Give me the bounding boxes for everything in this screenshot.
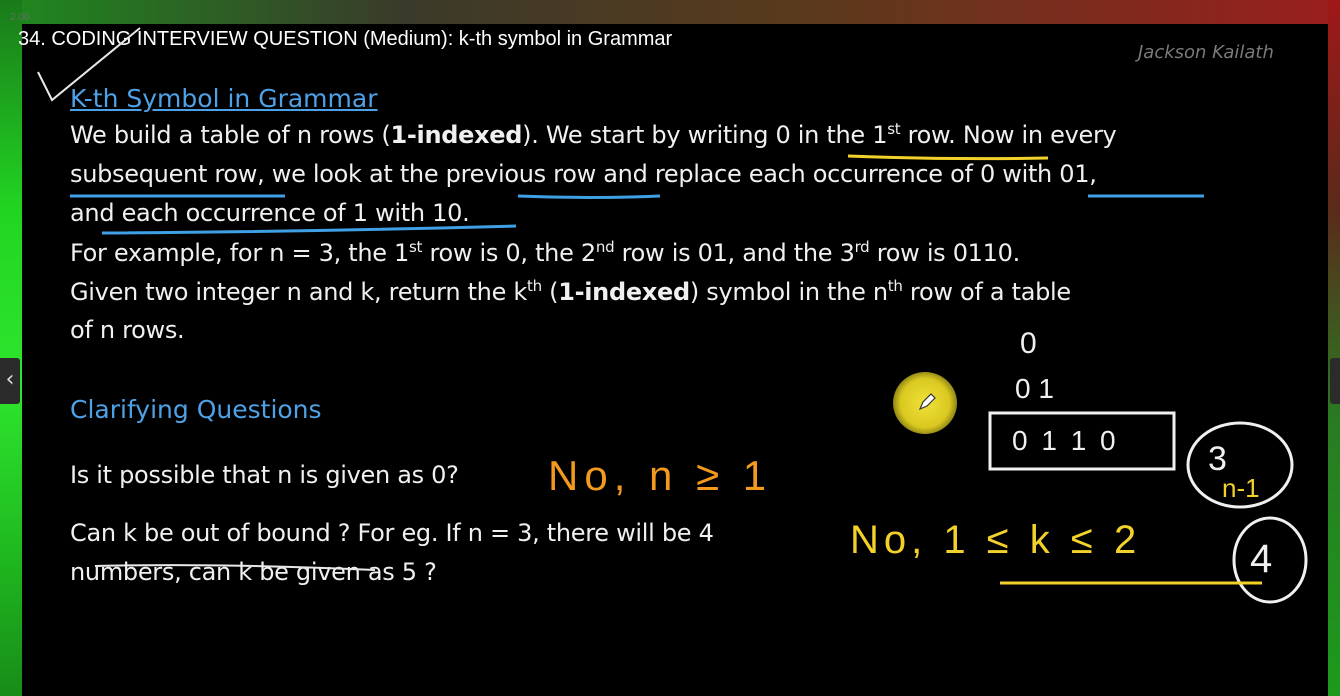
clarifying-heading: Clarifying Questions: [70, 395, 322, 424]
video-title: 34. CODING INTERVIEW QUESTION (Medium): k-th symbol in Grammar: [18, 28, 673, 50]
playback-speed: 2.00: [10, 12, 30, 23]
problem-line-2: subsequent row, we look at the previous row and replace each occurrence of 0 with 01,: [70, 160, 1097, 188]
question-2-line-2: numbers, can k be given as 5 ?: [70, 558, 437, 586]
ink-circled-top: 3: [1208, 440, 1227, 478]
ink-answer-1: No, n ≥ 1: [548, 452, 773, 499]
ink-row-2: 0 1: [1015, 373, 1054, 404]
ink-check-mark: [38, 28, 140, 100]
ink-underline-previous-row: [518, 196, 660, 198]
ink-underline-first-row: [848, 156, 1048, 159]
ink-answer-2: No, 1 ≤ k ≤ 2: [850, 518, 1142, 562]
slide-heading: K-th Symbol in Grammar: [70, 84, 378, 113]
task-line-1: Given two integer n and k, return the $k^{th}$ (1-indexed) symbol in the $n^{th}$ row of a table: [70, 277, 1071, 306]
task-line-2: of n rows.: [70, 316, 185, 344]
laser-pointer: [893, 372, 957, 434]
question-1: Is it possible that n is given as 0?: [70, 461, 459, 489]
example-line: For example, for n = 3, the 1st row is 0, the 2nd row is 01, and the 3rd row is 0110.: [70, 238, 1020, 267]
author-watermark: Jackson Kailath: [1138, 42, 1274, 63]
ink-circled-sub: n-1: [1222, 473, 1260, 503]
ink-row-1: 0: [1020, 327, 1037, 360]
ink-underline-q2: [95, 565, 375, 570]
ink-circled-bottom: 4: [1250, 537, 1273, 581]
ink-row-3: 0 1 1 0: [1012, 425, 1119, 456]
pen-icon: [917, 392, 937, 412]
next-slide-handle[interactable]: [1330, 358, 1340, 404]
ink-underline-one-with: [102, 226, 516, 233]
chevron-left-icon[interactable]: ‹: [0, 358, 20, 404]
problem-line-3: and each occurrence of 1 with 10.: [70, 199, 470, 227]
question-2-line-1: Can k be out of bound ? For eg. If n = 3, there will be 4: [70, 519, 714, 547]
problem-line-1: We build a table of n rows (1-indexed). We start by writing 0 in the 1st row. Now in every: [70, 120, 1117, 149]
